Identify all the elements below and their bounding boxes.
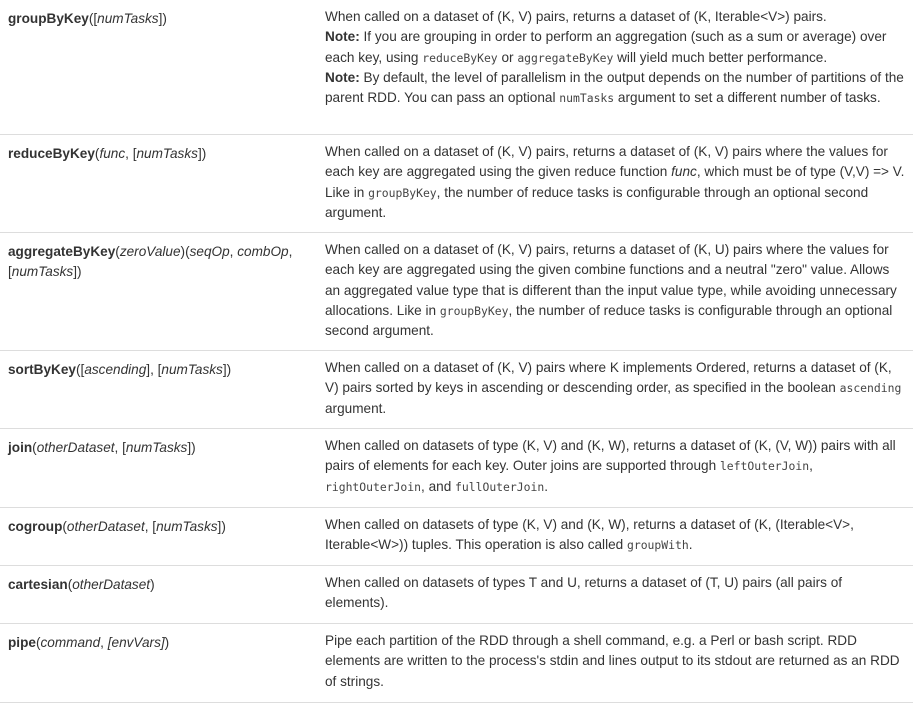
- transformation-signature: [0, 135, 317, 232]
- transformation-description: [317, 508, 913, 565]
- description-text: , and: [421, 478, 456, 494]
- signature-punct: ([: [88, 11, 98, 26]
- transformation-name: groupByKey: [8, 11, 89, 26]
- description-text: , the number of reduce tasks is configurable through an optional second argument.: [325, 302, 893, 339]
- note-text: or: [497, 49, 518, 65]
- signature-punct: ]): [73, 264, 82, 279]
- note-label: Note:: [325, 29, 360, 45]
- transformation-signature: [0, 508, 317, 565]
- transformation-description: [317, 429, 913, 507]
- transformation-signature: [0, 233, 317, 350]
- description-text: , which must be of type (V,V) => V. Like in: [325, 164, 905, 200]
- signature-punct: ([: [76, 362, 85, 377]
- code-snippet: fullOuterJoin: [455, 479, 545, 494]
- signature-arg: [envVars]: [107, 635, 165, 650]
- signature-punct: ]): [197, 146, 207, 161]
- signature-arg: command: [40, 635, 101, 650]
- signature-arg: func: [99, 146, 126, 161]
- transformation-description: [317, 351, 913, 428]
- signature-arg: numTasks: [125, 440, 188, 455]
- code-snippet: aggregateByKey: [517, 50, 614, 65]
- signature-punct: (: [115, 244, 120, 259]
- table-row: [0, 0, 913, 135]
- code-snippet: groupWith: [626, 538, 689, 553]
- description-text: When called on a dataset of (K, V) pairs, returns a dataset of (K, V) pairs where the values for each key are aggregated using the given reduce function: [325, 144, 888, 180]
- table-row: [0, 624, 913, 703]
- signature-punct: ]): [158, 11, 167, 26]
- signature-punct: (: [94, 146, 100, 161]
- note-text: will yield much better performance.: [613, 49, 828, 65]
- description-text: argument.: [325, 400, 387, 416]
- transformation-name: cartesian: [8, 577, 68, 592]
- signature-punct: ]): [187, 440, 196, 455]
- signature-punct: (: [62, 519, 67, 534]
- note-label: Note:: [325, 69, 360, 85]
- description-line: When called on a dataset of (K, V) pairs, returns a dataset of (K, Iterable<V>) pairs.: [325, 9, 827, 24]
- transformation-name: cogroup: [8, 519, 63, 534]
- signature-arg: seqOp: [189, 244, 230, 259]
- signature-punct: (: [67, 577, 73, 592]
- code-snippet: numTasks: [559, 91, 615, 106]
- code-snippet: reduceByKey: [422, 50, 498, 65]
- note-text: If you are grouping in order to perform an aggregation (such as a sum or average) over each key, using: [325, 29, 887, 65]
- description-text: When called on a dataset of (K, V) pairs where K implements Ordered, returns a dataset of (K, V) pairs sorted by keys in ascending or descending order, as specified in the boolean: [325, 360, 892, 396]
- transformation-signature: [0, 566, 317, 623]
- signature-punct: (: [32, 440, 37, 455]
- signature-punct: ): [150, 577, 155, 592]
- transformation-description: [317, 566, 913, 623]
- table-row: [0, 508, 913, 566]
- code-snippet: groupByKey: [439, 303, 509, 318]
- signature-arg: numTasks: [11, 264, 74, 279]
- table-row: [0, 351, 913, 429]
- signature-punct: , [: [114, 440, 126, 455]
- signature-punct: ]): [217, 519, 226, 534]
- transformation-description: [317, 0, 913, 134]
- transformation-signature: [0, 0, 317, 134]
- transformation-description: [317, 624, 913, 702]
- transformation-description: [317, 233, 913, 350]
- note-text: By default, the level of parallelism in the output depends on the number of partitions of the parent RDD. You can pass an optional: [325, 69, 904, 106]
- signature-arg: numTasks: [136, 146, 198, 161]
- signature-punct: ): [164, 635, 170, 650]
- description-text: When called on datasets of types T and U, returns a dataset of (T, U) pairs (all pairs of elements).: [325, 575, 843, 611]
- transformation-signature: [0, 429, 317, 507]
- description-note: [325, 68, 905, 109]
- description-text: .: [688, 537, 693, 553]
- description-emphasis: func: [671, 164, 697, 180]
- description-note: [325, 27, 905, 68]
- transformation-name: reduceByKey: [8, 146, 95, 161]
- code-snippet: ascending: [839, 381, 902, 396]
- signature-arg: numTasks: [161, 362, 223, 377]
- signature-arg: otherDataset: [72, 577, 151, 592]
- signature-punct: , [: [125, 146, 137, 161]
- transformation-signature: [0, 624, 317, 702]
- signature-arg: ascending: [84, 362, 147, 377]
- transformation-name: sortByKey: [8, 362, 76, 377]
- signature-punct: )(: [180, 244, 190, 259]
- table-row: [0, 135, 913, 233]
- signature-punct: , [: [8, 244, 293, 279]
- description-text: .: [544, 478, 548, 494]
- note-text: argument to set a different number of tasks.: [614, 90, 881, 106]
- transformation-name: join: [8, 440, 33, 455]
- signature-punct: ], [: [146, 362, 162, 377]
- description-text: Pipe each partition of the RDD through a shell command, e.g. a Perl or bash script. RDD elements are written to the process's stdin and lines output to its stdout are returned as an RDD of strings.: [325, 633, 900, 689]
- description-text: , the number of reduce tasks is configurable through an optional second argument.: [325, 184, 869, 220]
- signature-arg: combOp: [237, 244, 289, 259]
- signature-arg: numTasks: [156, 519, 218, 534]
- signature-arg: numTasks: [97, 11, 159, 26]
- description-text: When called on datasets of type (K, V) and (K, W), returns a dataset of (K, (Iterable<V>, Iterable<W>)) tuples. This operation is also called: [325, 517, 854, 553]
- description-text: ,: [809, 458, 813, 474]
- signature-punct: (: [35, 635, 41, 650]
- transformation-name: pipe: [8, 635, 36, 650]
- transformation-description: [317, 135, 913, 232]
- code-snippet: rightOuterJoin: [325, 479, 422, 494]
- signature-arg: otherDataset: [66, 519, 145, 534]
- signature-punct: , [: [144, 519, 157, 534]
- code-snippet: leftOuterJoin: [719, 459, 810, 474]
- signature-arg: zeroValue: [119, 244, 181, 259]
- transformation-name: aggregateByKey: [8, 244, 116, 259]
- code-snippet: groupByKey: [368, 185, 437, 200]
- signature-arg: otherDataset: [36, 440, 115, 455]
- table-row: [0, 429, 913, 508]
- table-row: [0, 233, 913, 351]
- signature-punct: ,: [100, 635, 108, 650]
- signature-punct: ]): [222, 362, 232, 377]
- description-text: When called on a dataset of (K, V) pairs, returns a dataset of (K, U) pairs where the values for each key are aggregated using the given combine functions and a neutral "zero" value. Allows an aggregated value type that is different than the input value type, while avoiding unnecessary allocations. Like in: [325, 242, 897, 318]
- table-row: [0, 566, 913, 624]
- signature-punct: ,: [229, 244, 238, 259]
- transformation-signature: [0, 351, 317, 428]
- description-text: When called on datasets of type (K, V) and (K, W), returns a dataset of (K, (V, W)) pairs with all pairs of elements for each key. Outer joins are supported through: [325, 438, 896, 474]
